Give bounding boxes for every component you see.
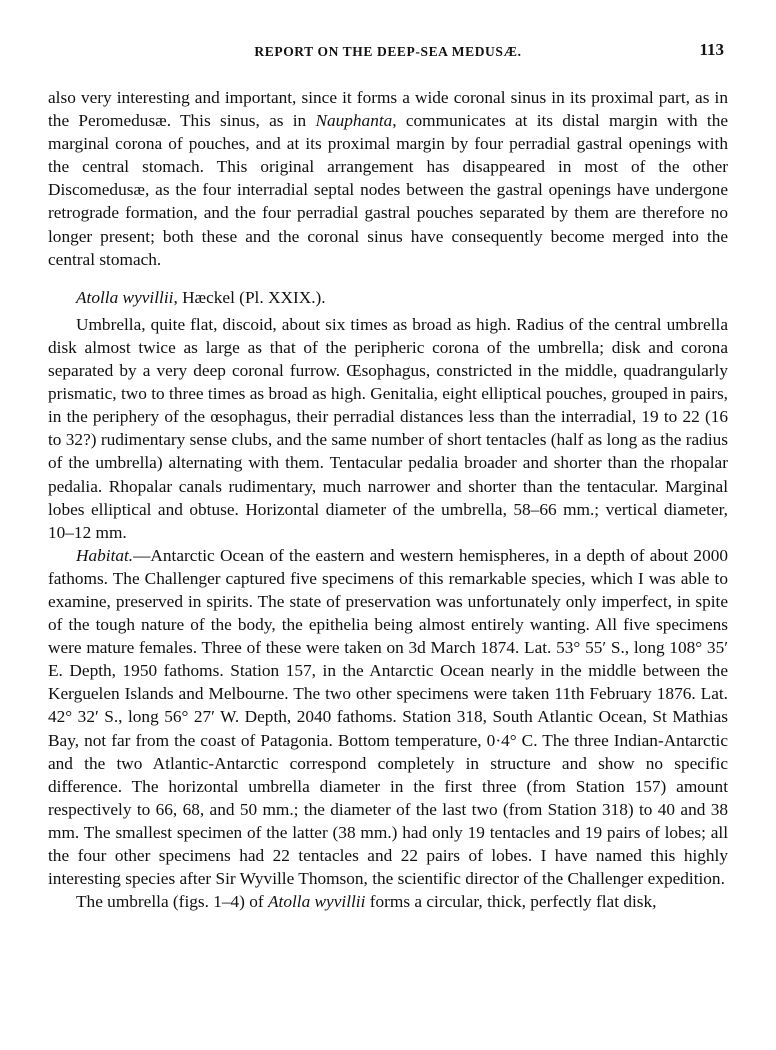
description-paragraph: Umbrella, quite flat, discoid, about six times as broad as high. Radius of the central umbrella disk almost twice as large as that of the peripheric corona of the umbrella; disk and corona separated by a very deep coronal furrow. Œsophagus, constricted in the middle, quadrangularly prismatic, two to three times as broad as high. Genitalia, eight elliptical pouches, grouped in pairs, in the periphery of the œsophagus, their perradial distances less than the interradial, 19 to 22 (16 to 32?) rudimentary sense clubs, and the same number of short tentacles (half as long as the radius of the umbrella) alternating with them. Tentacular pedalia broader and shorter than the rhopalar pedalia. Rhopalar canals rudimentary, much narrower and shorter than the tentacular. Marginal lobes elliptical and obtuse. Horizontal diameter of the umbrella, 58–66 mm.; vertical diameter, 10–12 mm. — [48, 314, 728, 542]
final-text-part1: The umbrella (figs. 1–4) of — [76, 892, 268, 912]
final-text-part2: forms a circular, thick, perfectly flat disk, — [365, 892, 657, 912]
habitat-text: —Antarctic Ocean of the eastern and western hemispheres, in a depth of about 2000 fathoms. The Challenger captured five specimens of this remarkable species, which I was able to examine, preserved in spirits. The state of preservation was unfortunately only imperfect, in spite of the tough nature of the body, the epithelia being almost entirely wanting. All five specimens were mature females. Three of these were taken on 3d March 1874. Lat. 53° 55′ S., long 108° 35′ E. Depth, 1950 fathoms. Station 157, in the Antarctic Ocean nearly in the middle between the Kerguelen Islands and Melbourne. The two other specimens were taken 11th February 1876. Lat. 42° 32′ S., long 56° 27′ W. Depth, 2040 fathoms. Station 318, South Atlantic Ocean, St Mathias Bay, not far from the coast of Patagonia. Bottom temperature, 0·4° C. The three Indian-Antarctic and the two Atlantic-Antarctic correspond completely in structure and show no specific difference. The horizontal umbrella diameter in the first three (from Station 157) amount respectively to 66, 68, and 50 mm.; the diameter of the last two (from Station 318) to 40 and 38 mm. The smallest specimen of the latter (38 mm.) had only 19 tentacles and 19 pairs of lobes; all the four other specimens had 22 tentacles and 22 pairs of lobes. I have named this highly interesting species after Sir Wyville Thomson, the scientific director of the Challenger expedition. — [48, 545, 728, 889]
species-heading — [48, 286, 728, 309]
intro-text-part2: , communicates at its distal margin with the marginal corona of pouches, and at its proximal margin by four perradial gastral openings with the central stomach. This original arrangement has disappeared in most of the other Discomedusæ, as the four interradial septal nodes between the gastral openings have undergone retrograde formation, and the four perradial gastral pouches separated by them are therefore no longer present; both these and the coronal sinus have consequently become merged into the central stomach. — [48, 111, 728, 269]
habitat-paragraph — [48, 544, 728, 890]
genus-name: Nauphanta — [315, 111, 393, 131]
intro-paragraph — [48, 86, 728, 271]
final-paragraph — [48, 890, 728, 913]
running-title: REPORT ON THE DEEP-SEA MEDUSÆ. — [254, 44, 522, 59]
document-page — [48, 38, 728, 913]
habitat-label: Habitat. — [76, 545, 134, 565]
body-text — [48, 86, 728, 913]
species-name: Atolla wyvillii — [76, 287, 174, 307]
page-header — [48, 38, 728, 68]
intro-text-part1: also very interesting and important, since it forms a wide coronal sinus in its proximal part, as in the Peromedusæ. This sinus, as in — [48, 88, 728, 131]
page-number: 113 — [699, 40, 724, 59]
species-authority: , Hæckel (Pl. XXIX.). — [173, 287, 326, 307]
final-species-name: Atolla wyvillii — [267, 892, 366, 912]
